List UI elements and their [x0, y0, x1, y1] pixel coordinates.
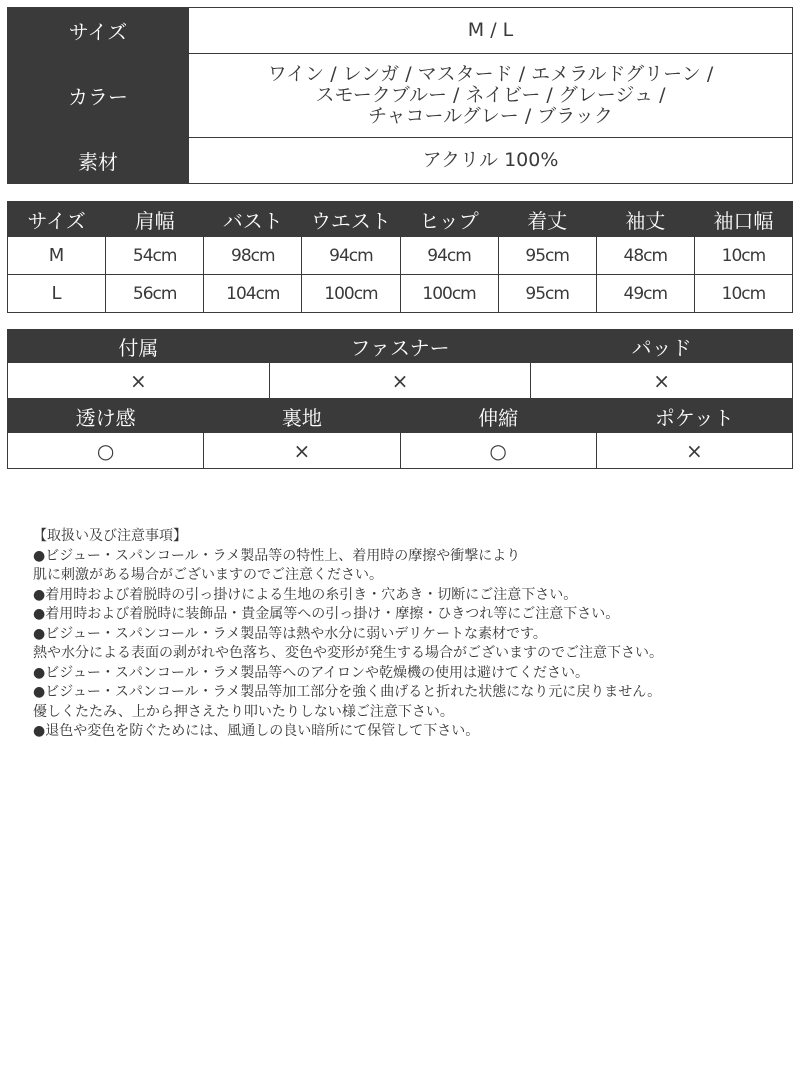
features-header-row [8, 330, 793, 363]
feature-value-pocket: × [596, 433, 792, 469]
care-note-line: ●ビジュー・スパンコール・ラメ製品等へのアイロンや乾燥機の使用は避けてください。 [33, 664, 589, 681]
measure-cell: 100cm [400, 275, 498, 313]
features-table-1 [7, 329, 793, 399]
features-table-2 [7, 399, 793, 469]
material-row [8, 138, 793, 184]
measure-cell: 10cm [694, 275, 792, 313]
features-value-row [8, 433, 793, 469]
feature-value-zipper: × [269, 363, 531, 399]
features-value-row [8, 363, 793, 399]
care-note-line: ●ビジュー・スパンコール・ラメ製品等加工部分を強く曲げると折れた状態になり元に戻りません。 [33, 684, 662, 700]
feature-header-pocket: ポケット [596, 400, 792, 433]
color-line: ワイン / レンガ / マスタード / エメラルドグリーン / [267, 63, 714, 85]
product-info-table [7, 7, 793, 184]
feature-header-accessories: 付属 [8, 330, 270, 363]
care-note-line: ●ビジュー・スパンコール・ラメ製品等の特性上、着用時の摩擦や衝撃により [33, 547, 521, 564]
measure-cell: 48cm [596, 237, 694, 275]
care-note-line: ●着用時および着脱時の引っ掛けによる生地の糸引き・穴あき・切断にご注意下さい。 [33, 586, 578, 603]
material-value: アクリル 100% [189, 138, 793, 184]
care-note-line: ●退色や変色を防ぐためには、風通しの良い暗所にて保管して下さい。 [33, 723, 480, 739]
material-label: 素材 [8, 138, 189, 184]
size-chart-header: ヒップ [400, 202, 498, 237]
feature-value-stretch: ○ [400, 433, 596, 469]
measure-cell: 49cm [596, 275, 694, 313]
measure-cell: 54cm [106, 237, 204, 275]
size-row [8, 8, 793, 54]
measure-cell: 56cm [106, 275, 204, 313]
size-chart-row-m [8, 237, 793, 275]
feature-header-zipper: ファスナー [269, 330, 531, 363]
measure-cell: 100cm [302, 275, 400, 313]
measure-cell: 98cm [204, 237, 302, 275]
size-chart-header: 袖丈 [596, 202, 694, 237]
size-chart-header: 袖口幅 [694, 202, 792, 237]
color-row [8, 54, 793, 138]
care-note-line: 肌に刺激がある場合がございますのでご注意ください。 [33, 567, 383, 583]
size-chart-table [7, 201, 793, 313]
size-chart-row-l [8, 275, 793, 313]
size-chart-header: サイズ [8, 202, 106, 237]
measure-cell: 94cm [302, 237, 400, 275]
feature-value-accessories: × [8, 363, 270, 399]
size-chart-header: ウエスト [302, 202, 400, 237]
care-note-line: 熱や水分による表面の剥がれや色落ち、変色や変形が発生する場合がございますのでご注意下さい。 [33, 645, 663, 661]
size-chart-header-row [8, 202, 793, 237]
feature-header-stretch: 伸縮 [400, 400, 596, 433]
care-notes-title: 【取扱い及び注意事項】 [33, 528, 187, 544]
color-label: カラー [8, 54, 189, 138]
size-value: M / L [189, 8, 793, 54]
size-chart-header: バスト [204, 202, 302, 237]
color-line: チャコールグレー / ブラック [368, 105, 613, 127]
care-note-line: 優しくたたみ、上から押さえたり叩いたりしない様ご注意下さい。 [33, 703, 454, 720]
size-cell: L [8, 275, 106, 313]
feature-header-sheerness: 透け感 [8, 400, 204, 433]
features-header-row [8, 400, 793, 433]
feature-value-pad: × [531, 363, 793, 399]
care-notes [33, 527, 793, 742]
feature-value-sheerness: ○ [8, 433, 204, 469]
color-line: スモークブルー / ネイビー / グレージュ / [315, 84, 666, 106]
measure-cell: 95cm [498, 275, 596, 313]
measure-cell: 104cm [204, 275, 302, 313]
measure-cell: 94cm [400, 237, 498, 275]
size-chart-header: 肩幅 [106, 202, 204, 237]
measure-cell: 95cm [498, 237, 596, 275]
care-note-line: ●着用時および着脱時に装飾品・貴金属等への引っ掛け・摩擦・ひきつれ等にご注意下さい。 [33, 606, 620, 622]
feature-header-pad: パッド [531, 330, 793, 363]
care-note-line: ●ビジュー・スパンコール・ラメ製品等は熱や水分に弱いデリケートな素材です。 [33, 625, 547, 642]
size-cell: M [8, 237, 106, 275]
size-chart-header: 着丈 [498, 202, 596, 237]
measure-cell: 10cm [694, 237, 792, 275]
feature-value-lining: × [204, 433, 400, 469]
size-label: サイズ [8, 8, 189, 54]
color-value [189, 54, 793, 138]
feature-header-lining: 裏地 [204, 400, 400, 433]
